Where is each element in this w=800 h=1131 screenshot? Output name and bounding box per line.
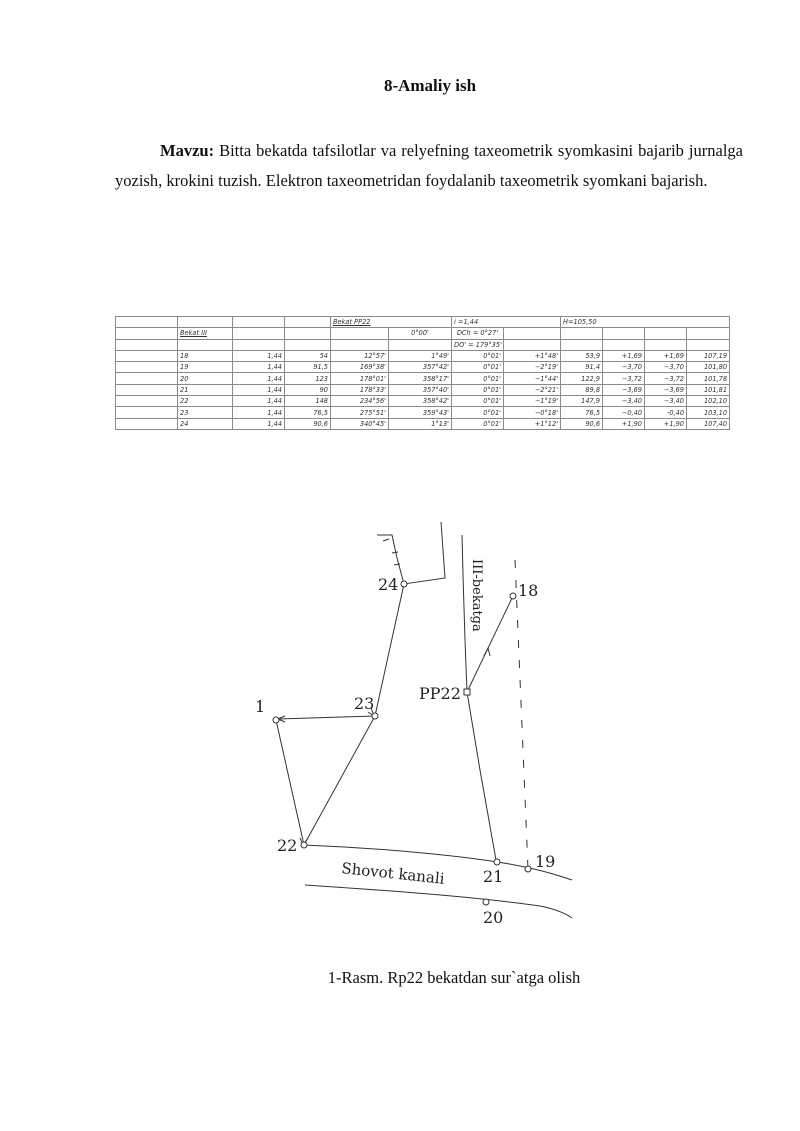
table-cell: 91,5 xyxy=(285,362,331,373)
label-23: 23 xyxy=(354,694,375,713)
table-cell: 76,5 xyxy=(285,407,331,418)
line-23-1 xyxy=(278,716,375,719)
table-cell: −2°21' xyxy=(504,384,561,395)
station-label: Bekat PP22 xyxy=(331,317,452,328)
table-cell: 90,6 xyxy=(285,418,331,429)
table-cell: 0°01' xyxy=(452,373,504,384)
label-22: 22 xyxy=(277,836,298,855)
label-20: 20 xyxy=(483,908,504,927)
orientation-angle: 0°00' xyxy=(389,328,452,339)
table-cell: 357°40' xyxy=(389,384,452,395)
table-cell: −1°19' xyxy=(504,396,561,407)
table-cell: 0°01' xyxy=(452,384,504,395)
point-18-marker xyxy=(510,593,516,599)
table-cell: +1,90 xyxy=(603,418,645,429)
topic-label: Mavzu: xyxy=(160,141,215,160)
table-cell: 1,44 xyxy=(233,407,285,418)
table-cell: −3,70 xyxy=(645,362,687,373)
table-cell: 23 xyxy=(178,407,233,418)
table-cell: 18 xyxy=(178,350,233,361)
table-cell: −3,40 xyxy=(603,396,645,407)
table-cell: 0°01' xyxy=(452,350,504,361)
point-22-marker xyxy=(301,842,307,848)
table-cell: 358°42' xyxy=(389,396,452,407)
table-cell: -0,40 xyxy=(645,407,687,418)
table-cell: −2°19' xyxy=(504,362,561,373)
label-canal: Shovot kanali xyxy=(340,859,446,888)
table-cell: 178°33' xyxy=(331,384,389,395)
table-cell: +1,69 xyxy=(603,350,645,361)
label-pp22: PP22 xyxy=(419,684,461,703)
point-23-marker xyxy=(372,713,378,719)
topic-text: Bitta bekatda tafsilotlar va relyefning taxeometrik syomkasini bajarib jurnalga yozish, krokini tuzish. Elektron taxeometridan foydalanib taxeometrik syomkani bajarish. xyxy=(115,141,743,190)
table-cell: 148 xyxy=(285,396,331,407)
table-cell: −3,72 xyxy=(603,373,645,384)
label-24: 24 xyxy=(378,575,399,594)
label-19: 19 xyxy=(535,852,556,871)
table-cell: 1,44 xyxy=(233,384,285,395)
table-cell: 340°45' xyxy=(331,418,389,429)
point-21-marker xyxy=(494,859,500,865)
table-cell: 102,10 xyxy=(687,396,730,407)
table-cell: 1°49' xyxy=(389,350,452,361)
table-cell: +1,69 xyxy=(645,350,687,361)
table-cell: 0°01' xyxy=(452,362,504,373)
station-pp22-marker xyxy=(464,689,470,695)
table-cell: 169°38' xyxy=(331,362,389,373)
table-cell: −1°44' xyxy=(504,373,561,384)
canal-bank-lower xyxy=(305,885,572,918)
table-cell: 89,8 xyxy=(561,384,603,395)
table-cell: 1,44 xyxy=(233,362,285,373)
table-cell: 24 xyxy=(178,418,233,429)
table-cell: 90,6 xyxy=(561,418,603,429)
instrument-height: i =1,44 xyxy=(452,317,561,328)
hatch-1 xyxy=(383,539,389,541)
table-cell: 1,44 xyxy=(233,373,285,384)
table-cell: 103,10 xyxy=(687,407,730,418)
table-cell: 275°51' xyxy=(331,407,389,418)
table-cell: 359°43' xyxy=(389,407,452,418)
table-cell: −0,40 xyxy=(603,407,645,418)
line-24-23 xyxy=(375,584,404,716)
table-cell: 357°42' xyxy=(389,362,452,373)
dch-value: DCh = 0°27' xyxy=(452,328,504,339)
arrow-toward-pp22 xyxy=(484,648,490,656)
table-cell: 19 xyxy=(178,362,233,373)
table-cell: 101,81 xyxy=(687,384,730,395)
point-20-marker xyxy=(483,899,489,905)
table-cell: 12°57' xyxy=(331,350,389,361)
table-cell: 0°01' xyxy=(452,396,504,407)
line-23-22 xyxy=(304,716,375,845)
table-cell: 107,40 xyxy=(687,418,730,429)
label-toward-station: III-bekatga xyxy=(469,559,484,632)
table-cell: −0°18' xyxy=(504,407,561,418)
label-1: 1 xyxy=(255,697,266,716)
road-line-left xyxy=(462,535,467,692)
hatch-2 xyxy=(392,552,398,553)
station-elevation: H=105,50 xyxy=(561,317,730,328)
table-cell: 101,78 xyxy=(687,373,730,384)
line-1-22 xyxy=(276,720,304,845)
point-1-marker xyxy=(273,717,279,723)
dashed-line-18-19 xyxy=(515,560,528,869)
table-cell: 21 xyxy=(178,384,233,395)
table-cell: 53,9 xyxy=(561,350,603,361)
do-value: DO' = 179°35' xyxy=(452,339,504,350)
table-cell: 123 xyxy=(285,373,331,384)
label-21: 21 xyxy=(483,867,504,886)
table-cell: 54 xyxy=(285,350,331,361)
table-cell: −3,40 xyxy=(645,396,687,407)
table-cell: −3,69 xyxy=(645,384,687,395)
table-cell: −3,70 xyxy=(603,362,645,373)
line-pp22-21 xyxy=(467,692,496,860)
point-24-marker xyxy=(401,581,407,587)
table-cell: +1°12' xyxy=(504,418,561,429)
label-18: 18 xyxy=(518,581,539,600)
table-cell: 1°13' xyxy=(389,418,452,429)
table-cell: 101,80 xyxy=(687,362,730,373)
table-cell: 76,5 xyxy=(561,407,603,418)
table-cell: −3,69 xyxy=(603,384,645,395)
bekat-iii-label: Bekat III xyxy=(178,328,233,339)
table-cell: 90 xyxy=(285,384,331,395)
table-cell: 20 xyxy=(178,373,233,384)
figure-caption: 1-Rasm. Rp22 bekatdan sur`atga olish xyxy=(327,968,581,987)
table-cell: 0°01' xyxy=(452,418,504,429)
point-19-marker xyxy=(525,866,531,872)
page-title: 8-Amaliy ish xyxy=(383,76,477,95)
table-cell: 0°01' xyxy=(452,407,504,418)
table-cell: 107,19 xyxy=(687,350,730,361)
table-cell: 1,44 xyxy=(233,418,285,429)
table-cell: 234°56' xyxy=(331,396,389,407)
table-cell: −3,72 xyxy=(645,373,687,384)
table-cell: 358°17' xyxy=(389,373,452,384)
table-cell: +1°48' xyxy=(504,350,561,361)
table-cell: 147,9 xyxy=(561,396,603,407)
table-cell: 122,9 xyxy=(561,373,603,384)
table-cell: 22 xyxy=(178,396,233,407)
table-cell: 1,44 xyxy=(233,350,285,361)
table-cell: 1,44 xyxy=(233,396,285,407)
table-cell: 178°01' xyxy=(331,373,389,384)
table-cell: +1,90 xyxy=(645,418,687,429)
table-cell: 91,4 xyxy=(561,362,603,373)
